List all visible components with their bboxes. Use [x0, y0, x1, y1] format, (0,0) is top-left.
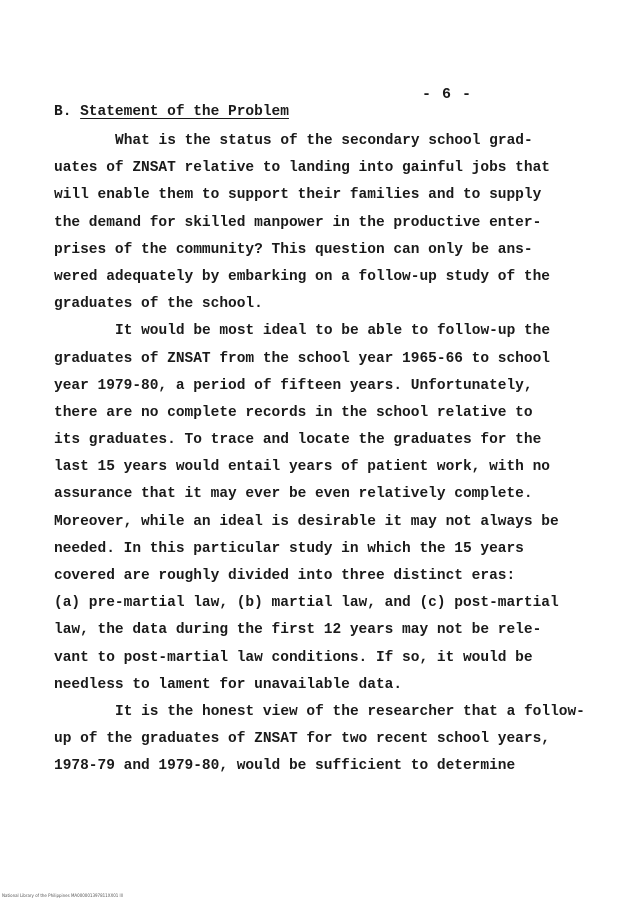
text-line: 1978-79 and 1979-80, would be sufficient to determine [54, 758, 516, 775]
text-line: its graduates. To trace and locate the graduates for the [54, 432, 542, 449]
text-line: last 15 years would entail years of patient work, with no [54, 459, 550, 476]
text-line: uates of ZNSAT relative to landing into gainful jobs that [54, 160, 550, 177]
footer-caption: National Library of the Philippines MA000001397811XX01 lll [2, 893, 123, 898]
text-line: year 1979-80, a period of fifteen years. Unfortunately, [54, 377, 533, 394]
text-line: graduates of the school. [54, 296, 263, 313]
text-line: What is the status of the secondary school grad- [115, 133, 533, 149]
text-line: up of the graduates of ZNSAT for two recent school years, [54, 731, 550, 748]
text-line: prises of the community? This question can only be ans- [54, 241, 533, 258]
text-line: law, the data during the first 12 years may not be rele- [54, 622, 542, 639]
text-line: Moreover, while an ideal is desirable it may not always be [54, 513, 559, 530]
text-line: (a) pre-martial law, (b) martial law, and (c) post-martial [54, 595, 559, 612]
text-line: the demand for skilled manpower in the productive enter- [54, 214, 542, 231]
page-number: - 6 - [422, 86, 473, 103]
section-heading [54, 104, 289, 120]
text-line: covered are roughly divided into three distinct eras: [54, 568, 516, 584]
text-line: It is the honest view of the researcher that a follow- [115, 703, 585, 720]
section-title: Statement of the Problem [80, 104, 289, 120]
text-line: will enable them to support their families and to supply [54, 187, 542, 204]
text-line: vant to post-martial law conditions. If so, it would be [54, 649, 533, 666]
text-line: assurance that it may ever be even relatively complete. [54, 486, 533, 503]
section-label: B. [54, 104, 72, 120]
text-line: needless to lament for unavailable data. [54, 676, 403, 693]
text-line: there are no complete records in the school relative to [54, 404, 533, 421]
body-text [54, 128, 614, 781]
text-line: It would be most ideal to be able to follow-up the [115, 323, 551, 340]
text-line: wered adequately by embarking on a follow-up study of the [54, 268, 550, 285]
text-line: graduates of ZNSAT from the school year 1965-66 to school [54, 350, 550, 367]
text-line: needed. In this particular study in which the 15 years [54, 540, 524, 557]
